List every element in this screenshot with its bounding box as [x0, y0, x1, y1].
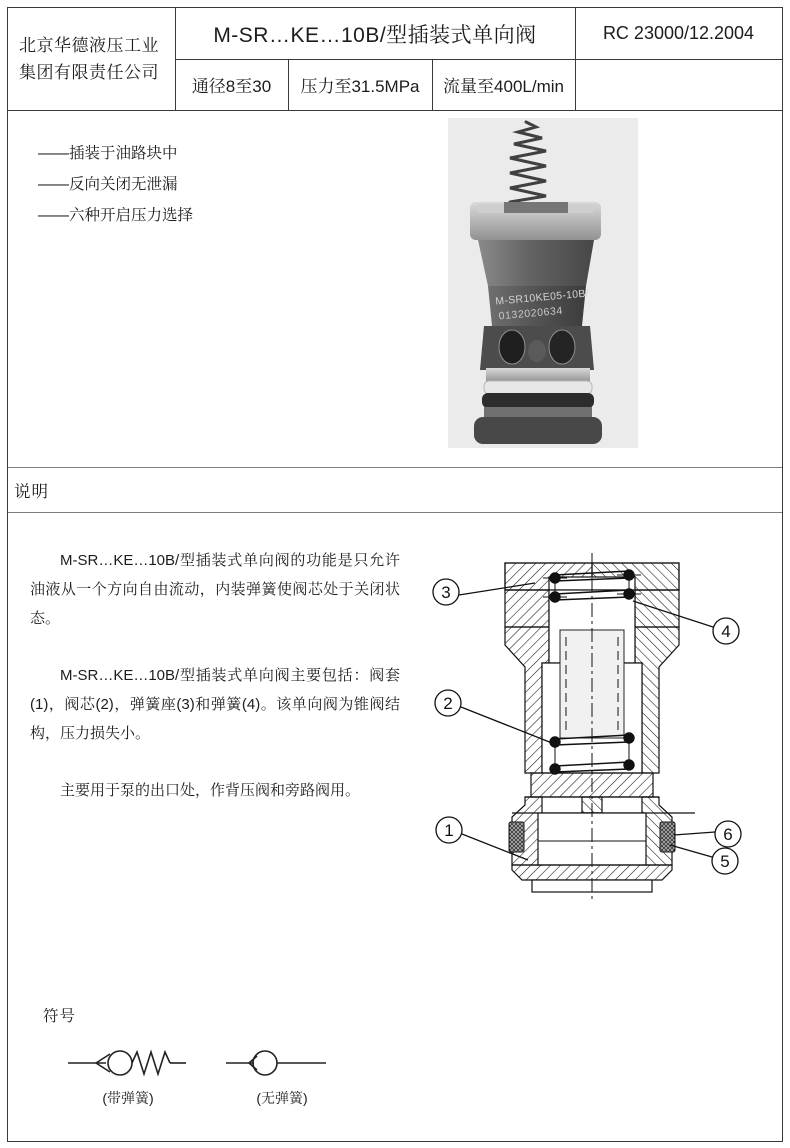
doc-code: RC 23000/12.2004	[602, 23, 755, 43]
symbol-label-without-spring: (无弹簧)	[256, 1090, 308, 1106]
spec-flow: 流量至400L/min	[443, 77, 564, 96]
spec-pressure: 压力至31.5MPa	[300, 77, 420, 96]
callout-6: 6	[723, 825, 733, 844]
symbol-label-with-spring: (带弹簧)	[102, 1090, 154, 1106]
description-section-title: 说明	[14, 483, 49, 501]
section-band-description	[8, 467, 782, 513]
hydraulic-symbol-without-spring	[226, 1051, 326, 1075]
company-line1: 北京华德液压工业	[19, 36, 159, 55]
callout-5: 5	[720, 852, 730, 871]
cross-section-diagram	[425, 545, 780, 910]
photo-metal-band	[486, 368, 590, 382]
callout-4: 4	[721, 622, 731, 641]
page-title: M-SR…KE…10B/型插装式单向阀	[213, 23, 537, 47]
callout-3: 3	[441, 583, 451, 602]
description-paragraph-2: M-SR…KE…10B/型插装式单向阀主要包括：阀套(1)，阀芯(2)，弹簧座(3)和弹簧(4)。该单向阀为锥阀结构，压力损失小。	[30, 667, 400, 742]
seal-left	[509, 822, 524, 852]
description-text	[30, 546, 400, 833]
symbols-section-title: 符号	[43, 1008, 77, 1025]
company-name	[8, 8, 186, 110]
description-paragraph-3: 主要用于泵的出口处，作背压阀和旁路阀用。	[60, 782, 361, 799]
photo-upper-body	[478, 240, 594, 286]
description-paragraph-1: M-SR…KE…10B/型插装式单向阀的功能是只允许油液从一个方向自由流动，内装弹簧使阀芯处于关闭状态。	[30, 552, 400, 627]
photo-port-hole-left	[499, 330, 525, 364]
hydraulic-symbols	[58, 1046, 358, 1082]
seal-right	[660, 822, 675, 852]
company-line2: 集团有限责任公司	[19, 63, 159, 82]
callout-1: 1	[444, 821, 454, 840]
photo-engraving-line1: M-SR10KE05-10B/	[494, 287, 590, 308]
photo-base-cap	[474, 417, 602, 444]
feature-item-3: ——六种开启压力选择	[38, 207, 194, 224]
datasheet-page	[7, 7, 783, 1142]
table-bottom-border	[8, 110, 782, 111]
hydraulic-symbol-with-spring	[68, 1051, 186, 1075]
photo-white-oring	[484, 381, 592, 394]
valve-photo	[448, 118, 638, 448]
feature-item-2: ——反向关闭无泄漏	[38, 176, 178, 193]
feature-item-1: ——插装于油路块中	[38, 145, 178, 162]
photo-engraving-line2: 0132020634	[498, 304, 564, 323]
photo-dark-oring	[482, 393, 594, 408]
photo-port-web	[528, 340, 546, 362]
feature-list	[38, 138, 193, 231]
photo-collar-recess	[504, 202, 568, 213]
callout-2: 2	[443, 694, 453, 713]
spec-diameter: 通径8至30	[191, 77, 272, 96]
photo-port-hole-right	[549, 330, 575, 364]
